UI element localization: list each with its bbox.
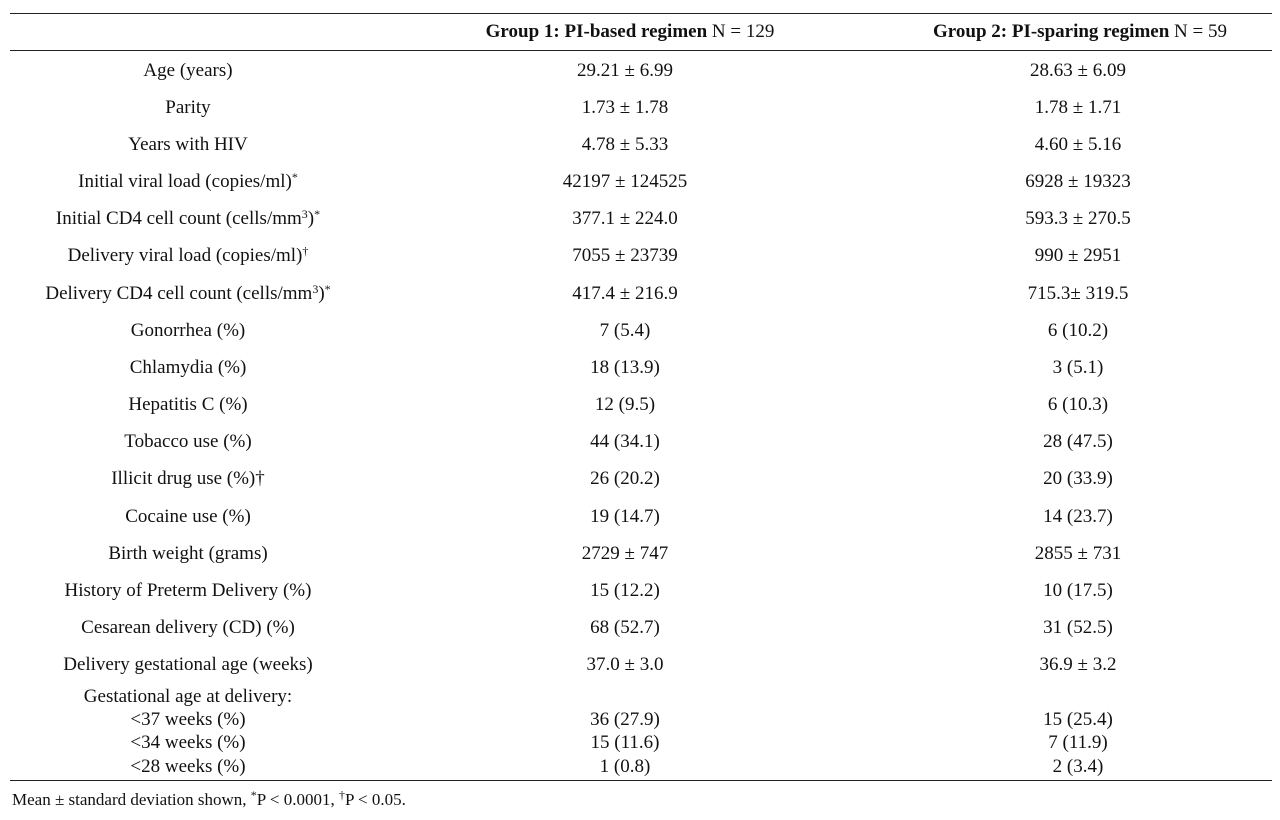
row-label: Years with HIV bbox=[128, 134, 248, 155]
row-group1-value: 377.1 ± 224.0 bbox=[572, 208, 678, 229]
row-label: Delivery gestational age (weeks) bbox=[63, 654, 313, 675]
row-group1-value: 4.78 ± 5.33 bbox=[581, 134, 669, 155]
row-group1-value: 417.4 ± 216.9 bbox=[572, 283, 678, 304]
row-group2-value: 36.9 ± 3.2 bbox=[1039, 654, 1117, 675]
row-group2-value: 1.78 ± 1.71 bbox=[1034, 97, 1122, 118]
row-group2-value: 6928 ± 19323 bbox=[1025, 171, 1131, 192]
row-group1-value: 36 (27.9) bbox=[590, 709, 660, 730]
row-group2-value: 28.63 ± 6.09 bbox=[1030, 60, 1126, 81]
table-row bbox=[0, 577, 1280, 605]
row-group1-value: 68 (52.7) bbox=[590, 617, 660, 638]
row-group1-value: 2729 ± 747 bbox=[581, 543, 669, 564]
row-group2-value: 14 (23.7) bbox=[1043, 506, 1113, 527]
row-label: Age (years) bbox=[143, 60, 233, 81]
row-group2-value: 6 (10.3) bbox=[1047, 394, 1109, 415]
table-footnote: Mean ± standard deviation shown, *P < 0.0001, †P < 0.05. bbox=[12, 788, 406, 809]
row-group2-value: 6 (10.2) bbox=[1047, 320, 1109, 341]
row-group2-value: 20 (33.9) bbox=[1043, 468, 1113, 489]
table-row bbox=[0, 391, 1280, 419]
row-group1-value: 7055 ± 23739 bbox=[572, 245, 678, 266]
table-row bbox=[0, 57, 1280, 85]
row-group2-value: 7 (11.9) bbox=[1048, 732, 1108, 753]
row-group1-value: 19 (14.7) bbox=[590, 506, 660, 527]
row-group2-value: 4.60 ± 5.16 bbox=[1034, 134, 1122, 155]
row-label: Delivery CD4 cell count $(cells/mm^3)^*$ bbox=[45, 282, 331, 304]
table-row bbox=[0, 755, 1280, 779]
group2-n: N = 59 bbox=[1169, 21, 1227, 42]
row-label: <34 weeks (%) bbox=[130, 732, 246, 753]
row-group2-value: 990 ± 2951 bbox=[1034, 245, 1122, 266]
row-group1-value: 12 (9.5) bbox=[594, 394, 656, 415]
row-group1-value: 18 (13.9) bbox=[590, 357, 660, 378]
row-label: Delivery viral load (copies/ml)† bbox=[67, 244, 309, 266]
group1-n: N = 129 bbox=[707, 21, 775, 42]
row-group1-value: 42197 ± 124525 bbox=[562, 171, 688, 192]
row-label: <37 weeks (%) bbox=[130, 709, 246, 730]
row-group1-value: 26 (20.2) bbox=[590, 468, 660, 489]
table-row bbox=[0, 540, 1280, 568]
row-group2-value: 28 (47.5) bbox=[1043, 431, 1113, 452]
row-label: <28 weeks (%) bbox=[130, 756, 246, 777]
table-row bbox=[0, 168, 1280, 196]
table-header-rule bbox=[10, 50, 1272, 51]
table-row bbox=[0, 131, 1280, 159]
row-group1-value: 7 (5.4) bbox=[599, 320, 651, 341]
table-row bbox=[0, 280, 1280, 308]
row-label: Cesarean delivery (CD) (%) bbox=[81, 617, 295, 638]
table-row bbox=[0, 205, 1280, 233]
row-group2-value: 715.3± 319.5 bbox=[1027, 283, 1129, 304]
group1-title: Group 1: PI-based regimen bbox=[485, 21, 708, 42]
column-header-group2 bbox=[870, 20, 1280, 44]
table-row bbox=[0, 242, 1280, 270]
table-row bbox=[0, 731, 1280, 755]
table-row bbox=[0, 465, 1280, 493]
column-header-group1 bbox=[420, 20, 840, 44]
gestational-group-label: Gestational age at delivery: bbox=[83, 686, 293, 707]
row-group2-value: 15 (25.4) bbox=[1043, 709, 1113, 730]
row-label: Hepatitis C (%) bbox=[128, 394, 248, 415]
table-row bbox=[0, 317, 1280, 345]
row-group2-value: 3 (5.1) bbox=[1052, 357, 1104, 378]
table-top-rule bbox=[10, 13, 1272, 14]
gestational-group-heading bbox=[0, 685, 1280, 709]
row-label: History of Preterm Delivery (%) bbox=[64, 580, 312, 601]
table-row bbox=[0, 428, 1280, 456]
table-bottom-rule bbox=[10, 780, 1272, 781]
row-group1-value: 15 (11.6) bbox=[590, 732, 660, 753]
row-group1-value: 15 (12.2) bbox=[590, 580, 660, 601]
table-row bbox=[0, 708, 1280, 732]
row-group2-value: 31 (52.5) bbox=[1043, 617, 1113, 638]
row-label: Tobacco use (%) bbox=[124, 431, 252, 452]
row-group1-value: 44 (34.1) bbox=[590, 431, 660, 452]
row-group1-value: 1.73 ± 1.78 bbox=[581, 97, 669, 118]
row-label: Birth weight (grams) bbox=[108, 543, 268, 564]
row-group1-value: 1 (0.8) bbox=[599, 756, 651, 777]
row-group1-value: 37.0 ± 3.0 bbox=[586, 654, 664, 675]
row-group1-value: 29.21 ± 6.99 bbox=[577, 60, 673, 81]
row-group2-value: 10 (17.5) bbox=[1043, 580, 1113, 601]
row-group2-value: 2855 ± 731 bbox=[1034, 543, 1122, 564]
row-label: Initial CD4 cell count $(cells/mm^3)^*$ bbox=[55, 207, 321, 229]
row-label: Parity bbox=[165, 97, 211, 118]
row-group2-value: 593.3 ± 270.5 bbox=[1025, 208, 1131, 229]
row-label: Cocaine use (%) bbox=[125, 506, 251, 527]
row-label: Illicit drug use (%)† bbox=[111, 468, 265, 489]
table-row bbox=[0, 503, 1280, 531]
row-group2-value: 2 (3.4) bbox=[1052, 756, 1104, 777]
row-label: Gonorrhea (%) bbox=[130, 320, 246, 341]
table-row bbox=[0, 354, 1280, 382]
table-row bbox=[0, 94, 1280, 122]
table-row bbox=[0, 614, 1280, 642]
group2-title: Group 2: PI-sparing regimen bbox=[933, 21, 1170, 42]
row-label: Chlamydia (%) bbox=[129, 357, 247, 378]
row-label: Initial viral load (copies/ml)* bbox=[78, 170, 298, 192]
table-row bbox=[0, 651, 1280, 679]
